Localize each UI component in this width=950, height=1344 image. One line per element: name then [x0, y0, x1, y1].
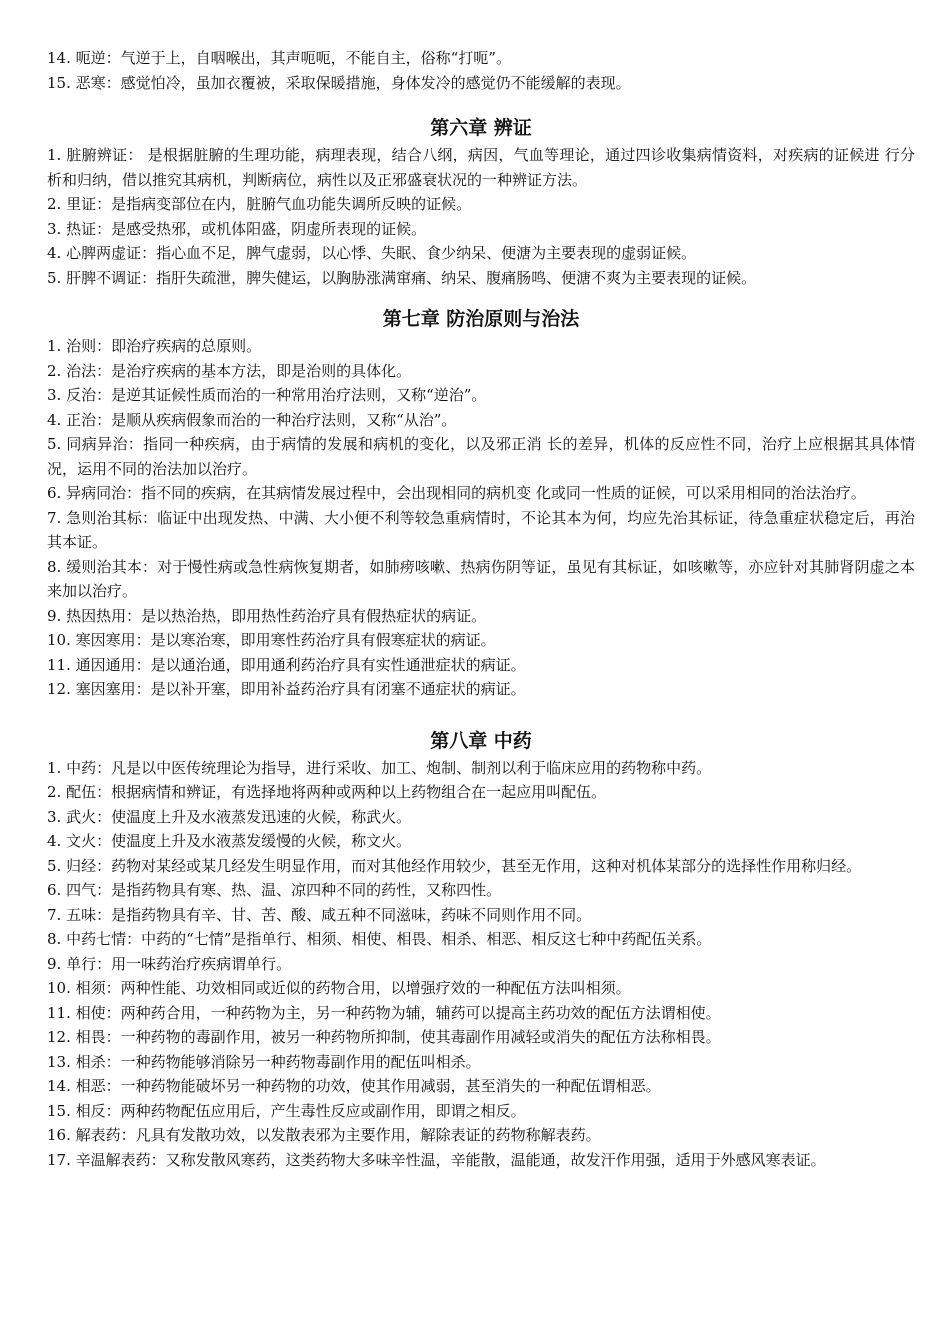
list-item: 6. 异病同治：指不同的疾病，在其病情发展过程中，会出现相同的病机变 化或同一性质的证候，可以采用相同的治法治疗。: [47, 484, 866, 502]
list-item: 9. 热因热用：是以热治热，即用热性药治疗具有假热症状的病证。: [47, 606, 487, 625]
list-item: 5. 归经：药物对某经或某几经发生明显作用，而对其他经作用较少，甚至无作用，这种对机体某部分的选择性作用称归经。: [47, 856, 862, 875]
list-item: 12. 塞因塞用：是以补开塞，即用补益药治疗具有闭塞不通症状的病证。: [47, 680, 526, 698]
list-item: 13. 相杀：一种药物能够消除另一种药物毒副作用的配伍叫相杀。: [47, 1052, 481, 1071]
list-item: 2. 里证：是指病变部位在内，脏腑气血功能失调所反映的证候。: [47, 195, 472, 213]
list-item: 11. 通因通用：是以通治通，即用通利药治疗具有实性通泄症状的病证。: [47, 655, 526, 674]
list-item: 16. 解表药：凡具有发散功效，以发散表邪为主要作用，解除表证的药物称解表药。: [47, 1126, 601, 1144]
list-item: 1. 脏腑辨证： 是根据脏腑的生理功能，病理表现，结合八纲，病因，气血等理论，通过四诊收集病情资料，对疾病的证候进 行分析和归纳，借以推究其病机，判断病位，病性以及正邪盛衰状况的一种辨证方法。: [47, 146, 915, 189]
list-item: 11. 相使：两种药合用，一种药物为主，另一种药物为辅，辅药可以提高主药功效的配伍方法谓相使。: [47, 1003, 721, 1022]
section-chapter-8: [47, 726, 915, 1173]
list-item: 2. 配伍：根据病情和辨证，有选择地将两种或两种以上药物组合在一起应用叫配伍。: [47, 783, 607, 801]
chapter-heading: 第七章 防治原则与治法: [382, 308, 580, 330]
list-item: 3. 武火：使温度上升及水液蒸发迅速的火候，称武火。: [47, 807, 412, 826]
list-item: 8. 中药七情：中药的“七情”是指单行、相须、相使、相畏、相杀、相恶、相反这七种中药配伍关系。: [47, 930, 712, 948]
list-item: 1. 中药：凡是以中医传统理论为指导，进行采收、加工、炮制、制剂以利于临床应用的药物称中药。: [47, 758, 712, 777]
list-item: 15. 相反：两种药物配伍应用后，产生毒性反应或副作用，即谓之相反。: [47, 1101, 526, 1120]
list-item: 10. 相须：两种性能、功效相同或近似的药物合用，以增强疗效的一种配伍方法叫相须。: [47, 979, 631, 997]
list-item: 5. 同病异治：指同一种疾病，由于病情的发展和病机的变化，以及邪正消 长的差异，机体的反应性不同，治疗上应根据其具体情况，运用不同的治法加以治疗。: [47, 435, 915, 478]
list-item: 15. 恶寒：感觉怕冷，虽加衣覆被，采取保暖措施，身体发冷的感觉仍不能缓解的表现。: [47, 73, 631, 92]
list-item: 7. 急则治其标：临证中出现发热、中满、大小便不利等较急重病情时，不论其本为何，均应先治其标证，待急重症状稳定后，再治其本证。: [47, 508, 915, 551]
list-item: 10. 寒因寒用：是以寒治寒，即用寒性药治疗具有假寒症状的病证。: [47, 631, 496, 649]
list-item: 7. 五味：是指药物具有辛、甘、苦、酸、咸五种不同滋味，药味不同则作用不同。: [47, 905, 592, 924]
section-chapter-7: [47, 304, 915, 702]
list-item: 12. 相畏：一种药物的毒副作用，被另一种药物所抑制，使其毒副作用减轻或消失的配伍方法称相畏。: [47, 1028, 721, 1046]
list-item: 1. 治则：即治疗疾病的总原则。: [47, 337, 262, 355]
list-item: 4. 正治：是顺从疾病假象而治的一种治疗法则，又称“从治”。: [47, 410, 457, 429]
list-item: 14. 呃逆：气逆于上，自咽喉出，其声呃呃，不能自主，俗称“打呃”。: [47, 49, 511, 67]
section-chapter-6: [47, 113, 915, 290]
section-continued: [47, 46, 915, 95]
list-item: 17. 辛温解表药：又称发散风寒药，这类药物大多味辛性温，辛能散，温能通，故发汗作用强，适用于外感风寒表证。: [47, 1150, 826, 1169]
list-item: 8. 缓则治其本：对于慢性病或急性病恢复期者，如肺痨咳嗽、热病伤阴等证，虽见有其标证，如咳嗽等，亦应针对其肺肾阴虚之本来加以治疗。: [47, 557, 915, 600]
list-item: 3. 反治：是逆其证候性质而治的一种常用治疗法则，又称“逆治”。: [47, 386, 487, 404]
document-page: [47, 46, 915, 1172]
chapter-heading: 第八章 中药: [430, 729, 532, 752]
list-item: 9. 单行：用一味药治疗疾病谓单行。: [47, 954, 292, 973]
list-item: 4. 心脾两虚证：指心血不足，脾气虚弱，以心悸、失眠、食少纳呆、便溏为主要表现的虚弱证候。: [47, 244, 697, 262]
list-item: 4. 文火：使温度上升及水液蒸发缓慢的火候，称文火。: [47, 832, 412, 850]
list-item: 14. 相恶：一种药物能破坏另一种药物的功效，使其作用减弱，甚至消失的一种配伍谓相恶。: [47, 1077, 661, 1095]
list-item: 6. 四气：是指药物具有寒、热、温、凉四种不同的药性，又称四性。: [47, 881, 502, 899]
chapter-heading: 第六章 辨证: [430, 117, 532, 139]
list-item: 5. 肝脾不调证：指肝失疏泄，脾失健运，以胸胁涨满窜痛、纳呆、腹痛肠鸣、便溏不爽为主要表现的证候。: [47, 268, 757, 287]
list-item: 2. 治法：是治疗疾病的基本方法，即是治则的具体化。: [47, 361, 412, 380]
list-item: 3. 热证：是感受热邪，或机体阳盛，阴虚所表现的证候。: [47, 219, 427, 238]
